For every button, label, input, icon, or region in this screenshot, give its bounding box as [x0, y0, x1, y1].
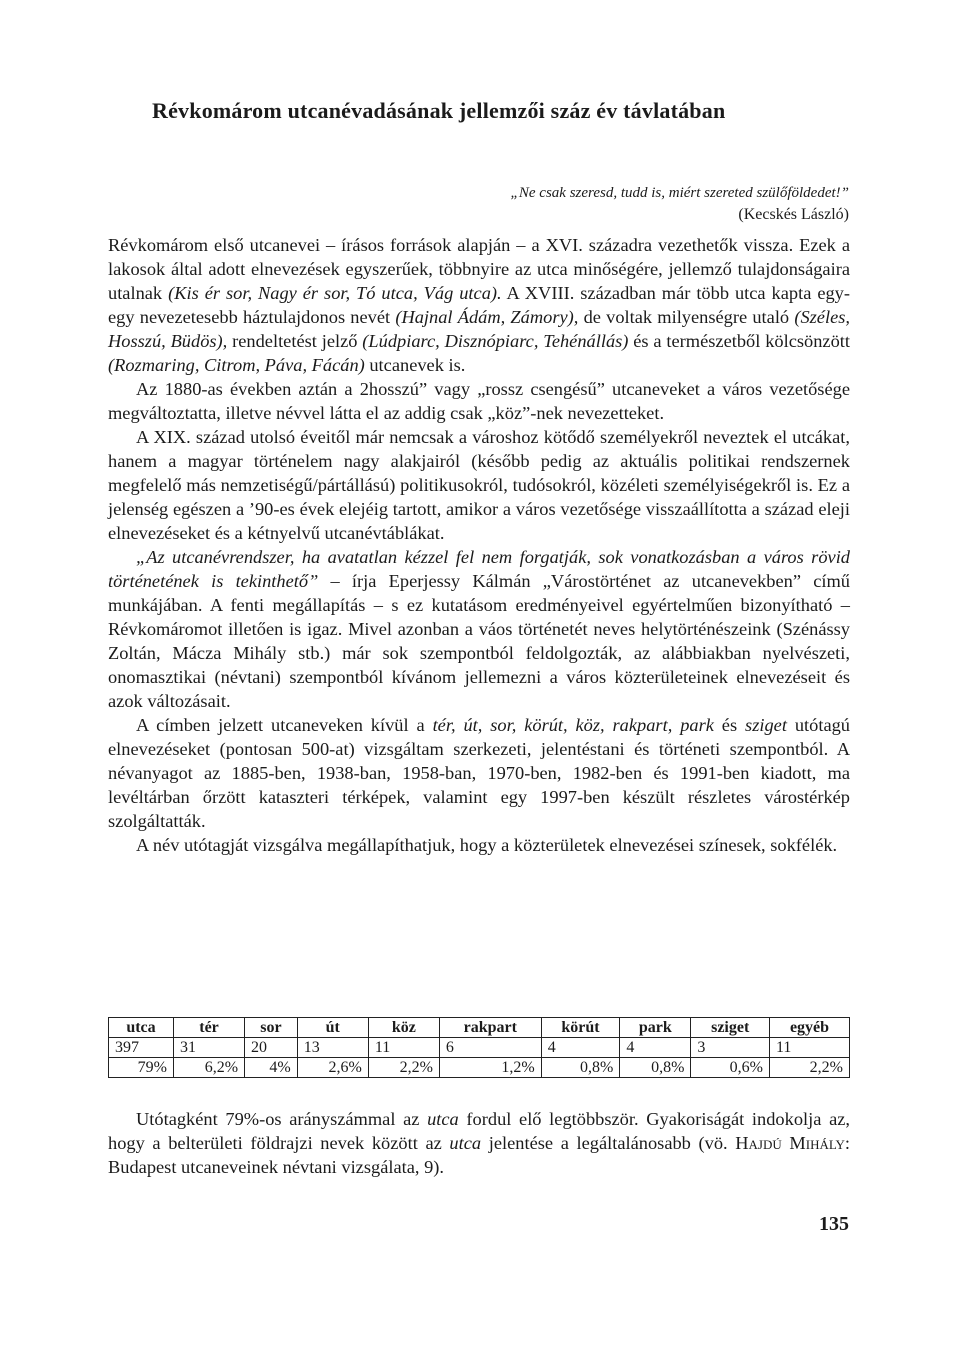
italic-run: „Az utcanévrendszer, ha avatatlan kézzel fel nem forgatják, sok vonatkozásban a város rövid történetének is tekinthető” — [108, 547, 850, 591]
table-header-cell: sziget — [691, 1018, 770, 1038]
page-number: 135 — [819, 1213, 849, 1235]
text-run: és a természetből kölcsönzött — [628, 331, 850, 351]
table-header-cell: köz — [368, 1018, 439, 1038]
text-run: : Budapest utcaneveinek névtani vizsgálata, 9). — [108, 1133, 850, 1177]
paragraph-7 — [108, 1107, 850, 1179]
table-header-cell: utca — [109, 1018, 174, 1038]
table-row-counts — [109, 1038, 850, 1058]
text-run: rendeltetést jelző — [227, 331, 363, 351]
table-cell: 0,6% — [691, 1058, 770, 1078]
table-header-cell: út — [297, 1018, 368, 1038]
table-row-percents — [109, 1058, 850, 1078]
table-cell: 31 — [173, 1038, 244, 1058]
table-cell: 0,8% — [541, 1058, 620, 1078]
text-run: de voltak milyenségre utaló — [578, 307, 795, 327]
italic-run: (Széles, Hosszú, Büdös), — [108, 307, 850, 351]
text-run: jelentése a legáltalánosabb (vö. — [481, 1133, 736, 1153]
table-header-cell: park — [620, 1018, 691, 1038]
italic-run: utca — [427, 1109, 459, 1129]
italic-run: (Rozmaring, Citrom, Páva, Fácán) — [108, 355, 365, 375]
table-cell: 20 — [245, 1038, 298, 1058]
table-cell: 2,2% — [769, 1058, 849, 1078]
text-run: utcanevek is. — [364, 355, 466, 375]
text-run: Révkomárom első utcanevei – írásos források alapján – a XVI. századra vezethetők vissza. Ezek a lakosok által adott elnevezések egyszerűek, többnyire az utca minőségére, jellemző tulajdonságaira utalnak — [108, 235, 850, 303]
italic-run: (Lúdpiarc, Disznópiarc, Tehénállás) — [362, 331, 629, 351]
motto-quote: „Ne csak szeresd, tudd is, miért szereted szülőföldedet!” — [510, 185, 849, 201]
table-cell: 11 — [368, 1038, 439, 1058]
motto — [511, 182, 849, 226]
italic-run: (Kis ér sor, Nagy ér sor, Tó utca, Vág utca). — [168, 283, 502, 303]
text-run: és — [713, 715, 746, 735]
closing-text — [108, 1107, 850, 1179]
table-cell: 4 — [541, 1038, 620, 1058]
table-cell: 79% — [109, 1058, 174, 1078]
paragraph-3: A XIX. század utolsó éveitől már nemcsak a városhoz kötődő személyekről neveztek el utcákat, hanem a magyar történelem nagy alakjairól (később pedig az aktuális politikai rendszernek megfelelő más nemzetiségű/pártállású) politikusokról, tudósokról, közéleti személyiségekről is. Ez a jelenség egészen a ’90-es évek elejéig tartott, amikor a város vezetősége visszaállította a század eleji elnevezéseket és a kétnyelvű utcanévtáblákat. — [108, 427, 850, 543]
table-cell: 13 — [297, 1038, 368, 1058]
paragraph-6: A név utótagját vizsgálva megállapíthatjuk, hogy a közterületek elnevezései színesek, sokfélék. — [136, 835, 838, 855]
table-cell: 397 — [109, 1038, 174, 1058]
motto-author: (Kecskés László) — [738, 206, 849, 223]
italic-run: sziget — [745, 715, 787, 735]
text-run: A XVIII. században már több utca kapta egy-egy nevezetesebb háztulajdonos nevét — [108, 283, 851, 327]
table-cell: 11 — [769, 1038, 849, 1058]
table-header-cell: körút — [541, 1018, 620, 1038]
table-header-row — [109, 1018, 850, 1038]
text-run: fordul elő legtöbbször. Gyakoriságát indokolja az, hogy a belterületi földrajzi nevek között az — [108, 1109, 850, 1153]
table-header-cell: egyéb — [769, 1018, 849, 1038]
italic-run: tér, út, sor, körút, köz, rakpart, park — [432, 715, 714, 735]
suffix-table — [108, 1017, 850, 1078]
text-run: Utótagként 79%-os arányszámmal az — [136, 1109, 428, 1129]
table-cell: 0,8% — [620, 1058, 691, 1078]
table-header-cell: sor — [245, 1018, 298, 1038]
text-run: utótagú elnevezéseket (pontosan 500-at) vizsgáltam szerkezeti, jelentéstani és történeti szempontból. A névanyagot az 1885-ben, 1938-ban, 1958-ban, 1970-ben, 1982-ben és 1991-ben kiadott, ma levéltárban őrzött kataszteri térképek, valamint egy 1997-ben készült részletes várostérkép szolgáltatták. — [108, 715, 850, 831]
table-cell: 2,6% — [297, 1058, 368, 1078]
table-cell: 3 — [691, 1038, 770, 1058]
table-cell: 4% — [245, 1058, 298, 1078]
table-header-cell: rakpart — [439, 1018, 541, 1038]
page-title: Révkomárom utcanévadásának jellemzői száz év távlatában — [152, 98, 726, 123]
text-run: A címben jelzett utcaneveken kívül a — [136, 715, 433, 735]
table-cell: 6,2% — [173, 1058, 244, 1078]
paragraph-5 — [108, 713, 850, 833]
author-name: Hajdú Mihály — [735, 1133, 845, 1153]
paragraph-4 — [108, 545, 850, 713]
table-cell: 4 — [620, 1038, 691, 1058]
table-cell: 6 — [439, 1038, 541, 1058]
italic-run: utca — [449, 1133, 482, 1153]
table-cell: 2,2% — [368, 1058, 439, 1078]
body-text — [108, 233, 850, 857]
table-header-cell: tér — [173, 1018, 244, 1038]
paragraph-2: Az 1880-as években aztán a 2hosszú” vagy „rossz csengésű” utcaneveket a város vezetősége megváltoztatta, illetve névvel látta el az addig csak „köz”-nek nevezetteket. — [108, 379, 850, 423]
text-run: – írja Eperjessy Kálmán „Várostörténet az utcanevekben” című munkájában. A fenti megállapítás – s ez kutatásom eredményeivel egyértelműen bizonyítható – Révkomáromot illetően is igaz. Mivel azonban a váos történetét neves helytörténészeink (Szénássy Zoltán, Mácza Mihály stb.) már sok szempontból feldolgozták, az alábbiakban nyelvészeti, onomasztikai (névtani) szempontból kívánom jellemezni a város közterületeinek elnevezéseit és azok változásait. — [108, 571, 850, 711]
italic-run: (Hajnal Ádám, Zámory), — [395, 307, 579, 327]
table-cell: 1,2% — [439, 1058, 541, 1078]
paragraph-1 — [108, 233, 850, 377]
